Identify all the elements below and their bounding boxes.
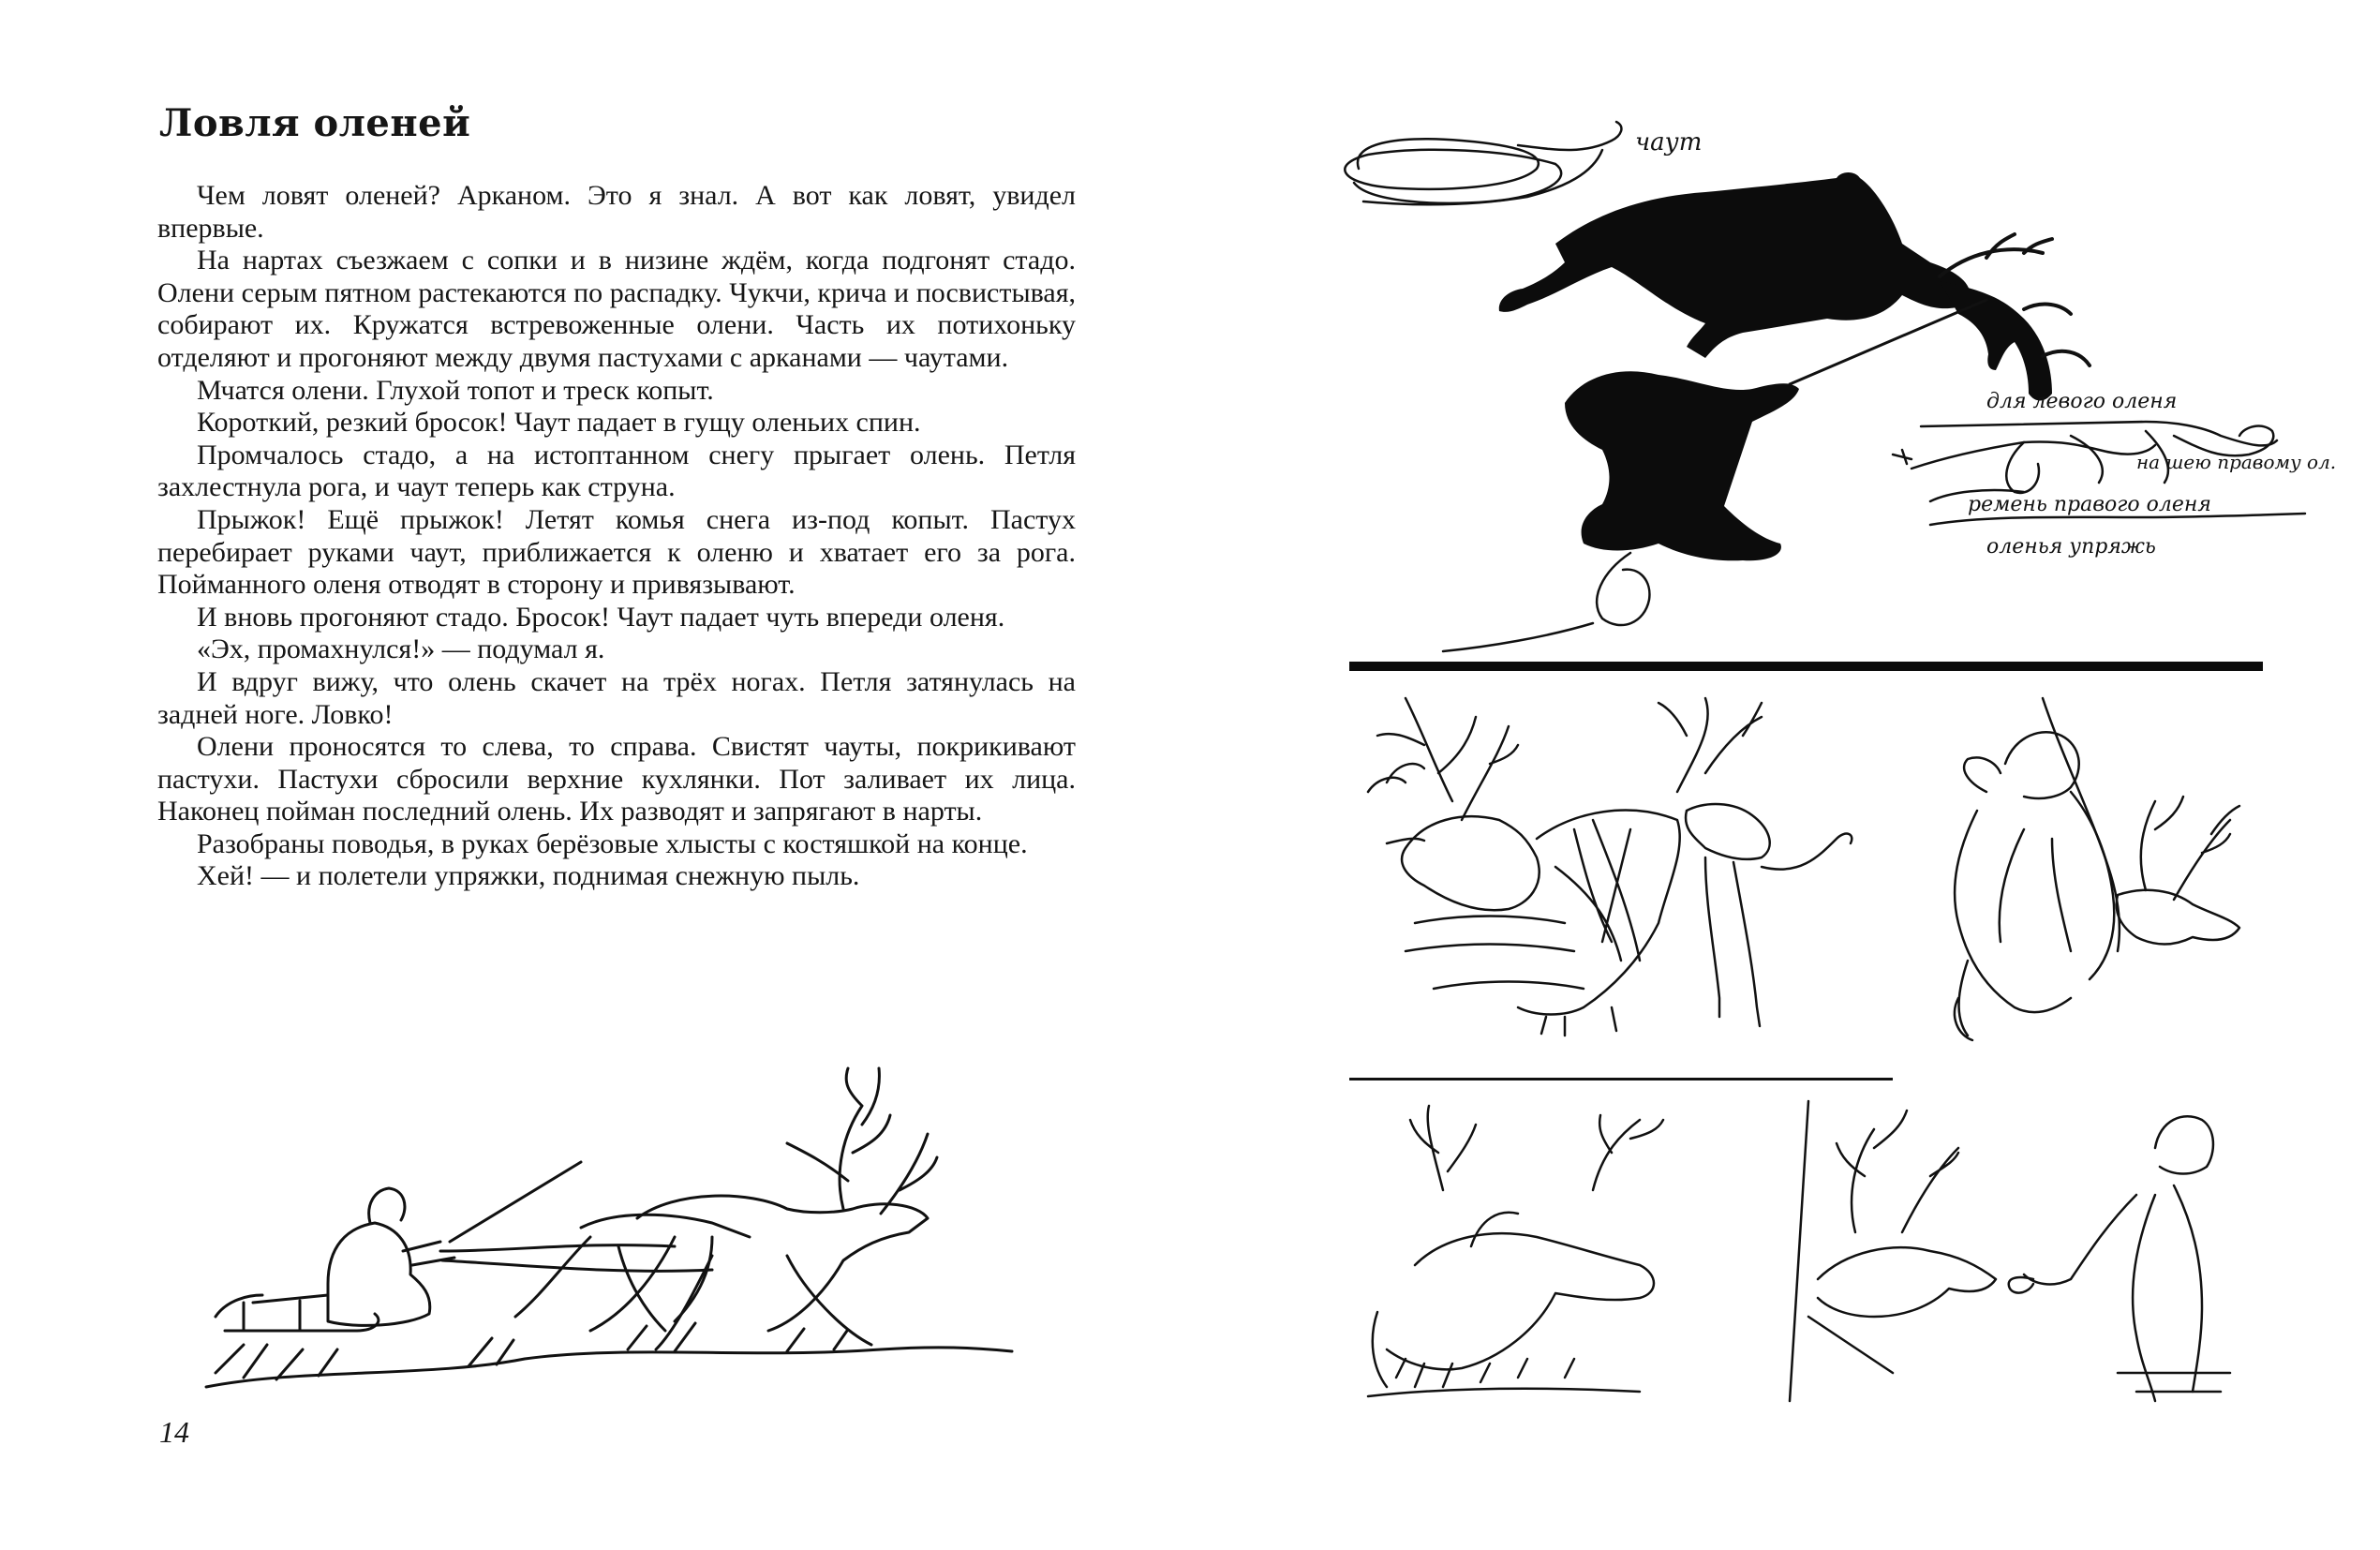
divider-line	[1349, 1078, 1893, 1081]
divider-line	[1349, 662, 2263, 671]
reindeer-heads-sketch	[1359, 1096, 1762, 1406]
paragraph: И вновь прогоняют стадо. Бросок! Чаут падает чуть впереди оленя.	[197, 601, 1005, 633]
paragraph: Короткий, резкий бросок! Чаут падает в гущу оленьих спин.	[197, 407, 921, 439]
left-deer-label: для левого оленя	[1986, 390, 2178, 413]
paragraph: Мчатся олени. Глухой топот и треск копыт.	[197, 374, 714, 406]
paragraph: Прыжок! Ещё прыжок! Летят комья снега из-под копыт. Пастух перебирает руками чаут, приближается к оленю и хватает его за рога. Пойманного оленя отводят в сторону и привязывают.	[157, 503, 1076, 601]
reindeer-pair-sketch	[1349, 679, 1874, 1073]
paragraph: «Эх, промахнулся!» — подумал я.	[197, 633, 605, 665]
paragraph: Разобраны поводья, в руках берёзовые хлысты с костяшкой на конце.	[197, 827, 1028, 859]
paragraph: И вдруг вижу, что олень скачет на трёх ногах. Петля затянулась на задней ноге. Ловко!	[157, 665, 1076, 730]
lasso-silhouette-illustration	[1331, 112, 2380, 656]
page-title: Ловля оленей	[159, 101, 471, 145]
lasso-label: чаут	[1635, 128, 1703, 156]
page-number: 14	[159, 1415, 189, 1449]
right-deer-label: на шею правому ол.	[2136, 451, 2337, 473]
article-body	[157, 180, 1076, 893]
paragraph: Олени проносятся то слева, то справа. Свистят чауты, покрикивают пастухи. Пастухи сбросили верхние кухлянки. Пот заливает их лица. Наконец пойман последний олень. Их разводят и запрягают в нарты.	[157, 731, 1076, 827]
herder-with-deer-sketch	[1930, 679, 2286, 1073]
paragraph: Хей! — и полетели упряжки, поднимая снежную пыль.	[197, 860, 860, 892]
paragraph: Чем ловят оленей? Арканом. Это я знал. А вот как ловят, увидел впервые.	[157, 180, 1076, 244]
harness-label: оленья упряжь	[1986, 535, 2156, 559]
paragraph: Промчалось стадо, а на истоптанном снегу прыгает олень. Петля захлестнула рога, и чаут теперь как струна.	[157, 439, 1076, 503]
right-page	[1218, 0, 2380, 1550]
reindeer-sled-illustration	[187, 1050, 1031, 1406]
paragraph: На нартах съезжаем с сопки и в низине ждём, когда подгонят стадо. Олени серым пятном растекаются по распадку. Чукчи, крича и посвистывая, собирают их. Кружатся встревоженные олени. Часть их потихоньку отделяют и прогоняют между двумя пастухами с арканами — чаутами.	[157, 245, 1076, 373]
right-strap-label: ремень правого оленя	[1968, 493, 2211, 516]
herder-feeding-deer-sketch	[1780, 1092, 2286, 1410]
